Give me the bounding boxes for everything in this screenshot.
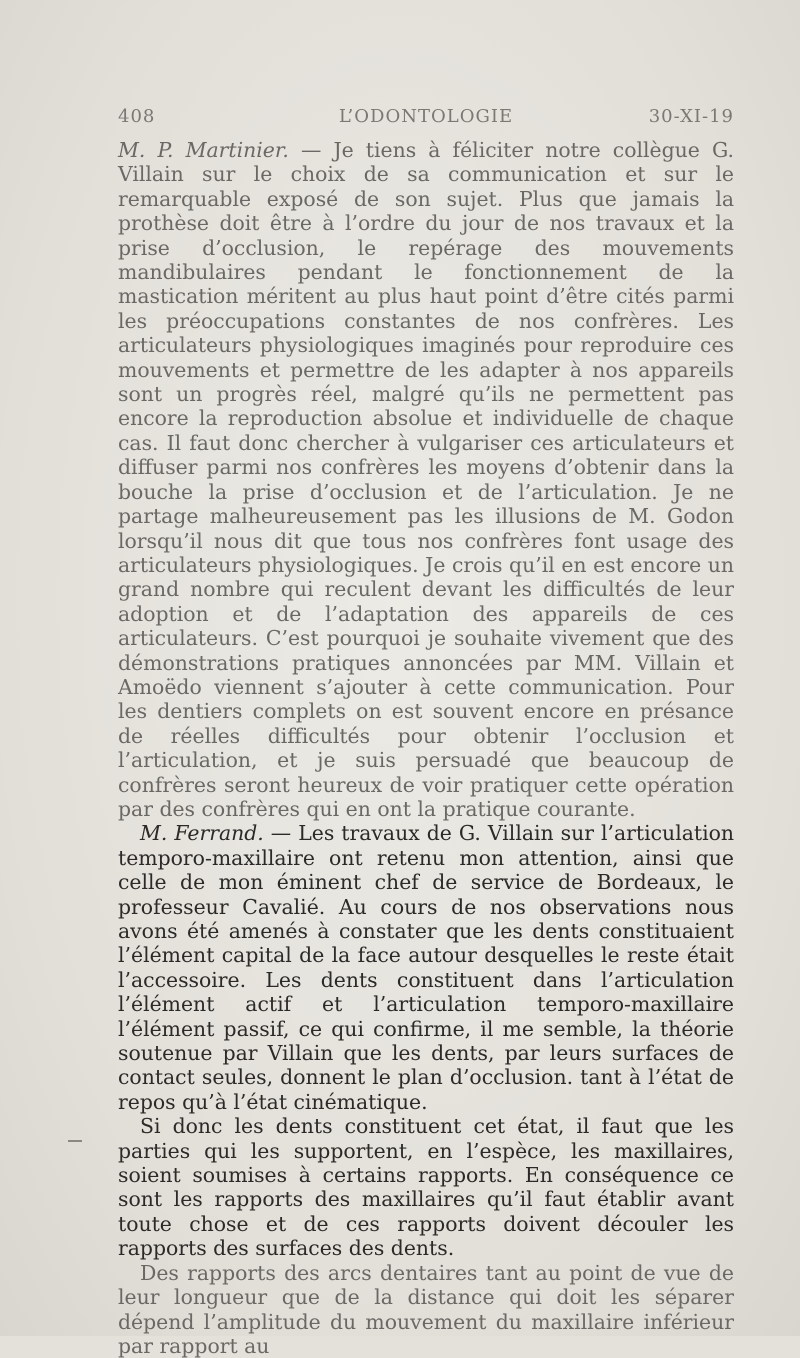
- paragraph-text: Des rapports des arcs dentaires tant au point de vue de leur longueur que de la distance qui doit les séparer dépend l’amplitude du mouvement du maxillaire inférieur par rapport au: [118, 1260, 734, 1358]
- running-header: [118, 106, 734, 134]
- paragraph-text: Si donc les dents constituent cet état, il faut que les parties qui les supportent, en l’espèce, les maxillaires, soient soumises à certains rapports. En conséquence ce sont les rapports des maxillaires qu’il faut établir avant toute chose et de ces rapports doivent découler les rapports des surfaces des dents.: [118, 1114, 734, 1261]
- paragraph-arcs: [118, 1261, 734, 1358]
- paragraph-text: — Les travaux de G. Villain sur l’articulation temporo-maxillaire ont retenu mon attention, ainsi que celle de mon éminent chef de service de Bordeaux, le professeur Cavalié. Au cours de nos observations nous avons été amenés à constater que les dents constituaient l’élément capital de la face autour desquelles le reste était l’accessoire. Les dents constituent dans l’articulation l’élément actif et l’articulation temporo-maxillaire l’élément passif, ce qui confirme, il me semble, la théorie soutenue par Villain que les dents, par leurs surfaces de contact seules, donnent le plan d’occlusion. tant à l’état de repos qu’à l’état cinématique.: [118, 821, 734, 1114]
- issue-date: 30-XI-19: [648, 106, 734, 127]
- paragraph-rapports: [118, 1114, 734, 1260]
- article-body: [118, 138, 734, 1358]
- paragraph-martinier: [118, 138, 734, 821]
- page-number: 408: [118, 106, 156, 127]
- paragraph-ferrand: [118, 821, 734, 1114]
- speaker-name: M. Ferrand.: [140, 821, 264, 846]
- margin-dash: [68, 1140, 82, 1142]
- journal-title: L’ODONTOLOGIE: [338, 106, 514, 127]
- speaker-name: M. P. Martinier.: [118, 138, 289, 162]
- paragraph-text: — Je tiens à féliciter notre collègue G. Villain sur le choix de sa communication et sur le remarquable exposé de son sujet. Plus que jamais la prothèse doit être à l’ordre du jour de nos travaux et la prise d’occlusion, le repérage des mouvements mandibulaires pendant le fonctionnement de la mastication méritent au plus haut point d’être cités parmi les préoccupations constantes de nos confrères. Les articulateurs physiologiques imaginés pour reproduire ces mouvements et permettre de les adapter à nos appareils sont un progrès réel, malgré qu’ils ne permettent pas encore la reproduction absolue et individuelle de chaque cas. Il faut donc chercher à vulgariser ces articulateurs et diffuser parmi nos confrères les moyens d’obtenir dans la bouche la prise d’occlusion et de l’articulation. Je ne partage malheureusement pas les illusions de M. Godon lorsqu’il nous dit que tous nos confrères font usage des articulateurs physiologiques. Je crois qu’il en est encore un grand nombre qui reculent devant les difficultés de leur adoption et de l’adaptation des appareils de ces articulateurs. C’est pourquoi je souhaite vivement que des démonstrations pratiques annoncées par MM. Villain et Amoëdo viennent s’ajouter à cette communication. Pour les dentiers complets on est souvent encore en présance de réelles difficultés pour obtenir l’occlusion et l’articulation, et je suis persuadé que beaucoup de confrères seront heureux de voir pratiquer cette opération par des confrères qui en ont la pratique courante.: [118, 138, 734, 821]
